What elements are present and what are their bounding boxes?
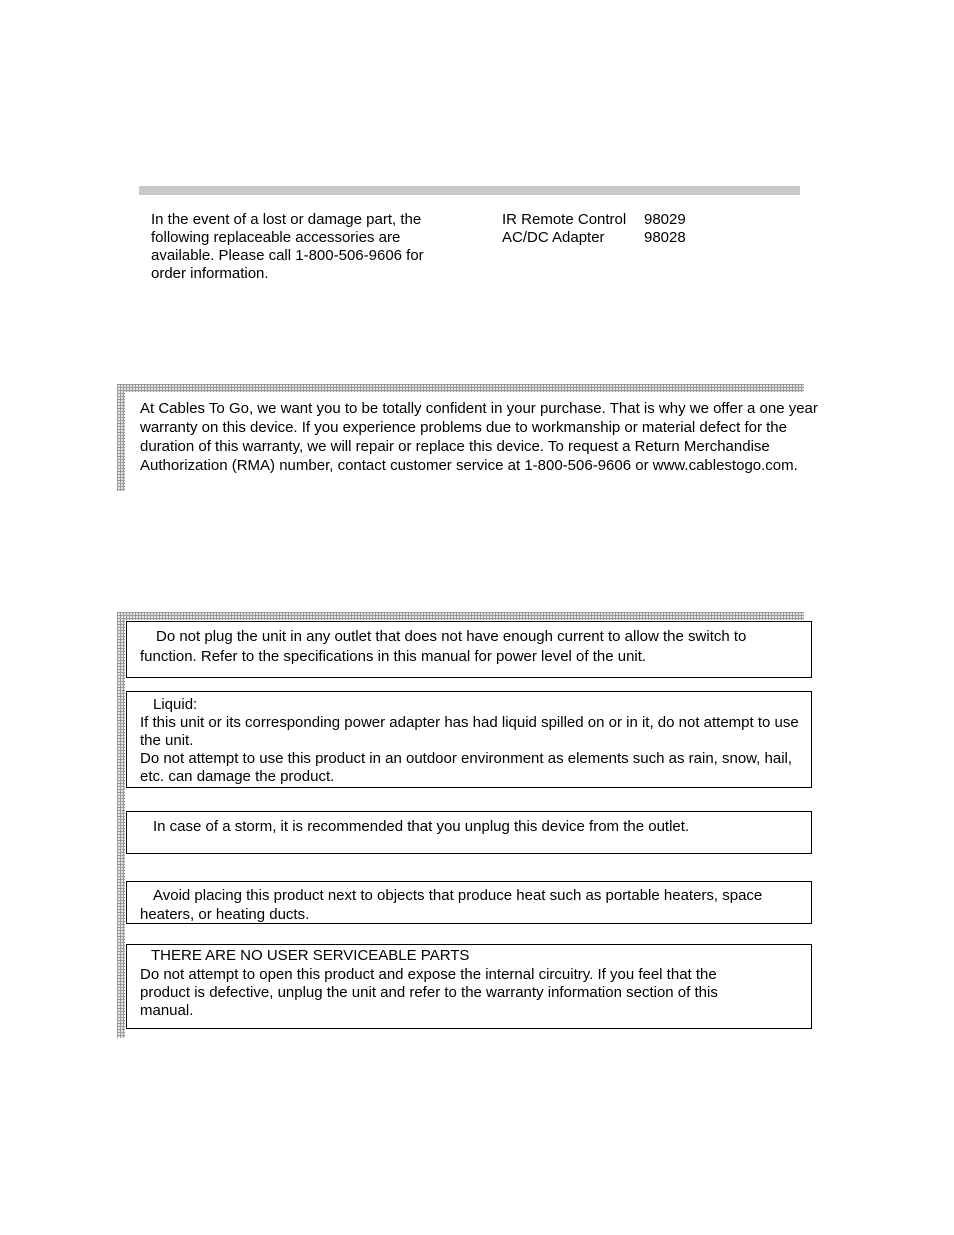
accessories-table	[502, 211, 686, 247]
accessory-part-number: 98028	[644, 229, 686, 246]
accessory-row	[502, 211, 686, 229]
liquid-warning-text-2: Do not attempt to use this product in an outdoor environment as elements such as rain, snow, hail, etc. can damage the product.	[140, 750, 793, 785]
service-heading: THERE ARE NO USER SERVICEABLE PARTS	[151, 947, 470, 964]
accessory-name: AC/DC Adapter	[502, 229, 605, 246]
power-warning-box	[126, 621, 812, 678]
warranty-hatched-bar	[117, 384, 804, 392]
storm-warning-text: In case of a storm, it is recommended that you unplug this device from the outlet.	[153, 818, 690, 835]
power-warning-line-1: Do not plug the unit in any outlet that does not have enough current to allow the switch to	[156, 628, 747, 645]
accessory-part-number: 98029	[644, 211, 686, 228]
liquid-warning-text-1: If this unit or its corresponding power adapter has had liquid spilled on or in it, do not attempt to use the unit.	[140, 714, 799, 749]
safety-hatched-side-bar	[117, 612, 125, 1038]
service-warning-text: Do not attempt to open this product and expose the internal circuitry. If you feel that the product is defective, unplug the unit and refer to the warranty information section of this manual.	[140, 966, 718, 1019]
heat-warning-box	[126, 881, 812, 924]
heat-warning-line-1: Avoid placing this product next to objects that produce heat such as portable heaters, space	[153, 887, 763, 904]
accessories-intro-text: In the event of a lost or damage part, the following replaceable accessories are available. Please call 1-800-506-9606 for order information.	[151, 211, 424, 282]
section-divider-bar	[139, 186, 800, 195]
safety-hatched-bar	[117, 612, 804, 620]
heat-warning-line-2: heaters, or heating ducts.	[140, 906, 310, 923]
power-warning-line-2: function. Refer to the specifications in this manual for power level of the unit.	[140, 648, 647, 665]
warranty-hatched-side-bar	[117, 384, 125, 491]
service-warning-box	[126, 944, 812, 1029]
accessory-name: IR Remote Control	[502, 211, 627, 228]
liquid-warning-box	[126, 691, 812, 788]
storm-warning-box	[126, 811, 812, 854]
accessory-row	[502, 229, 686, 247]
warranty-text: At Cables To Go, we want you to be totally confident in your purchase. That is why we offer a one year warranty on this device. If you experience problems due to workmanship or material defect for the duration of this warranty, we will repair or replace this device. To request a Return Merchandise Authorization (RMA) number, contact customer service at 1-800-506-9606 or www.cablestogo.com.	[140, 400, 818, 474]
liquid-heading: Liquid:	[153, 696, 198, 713]
